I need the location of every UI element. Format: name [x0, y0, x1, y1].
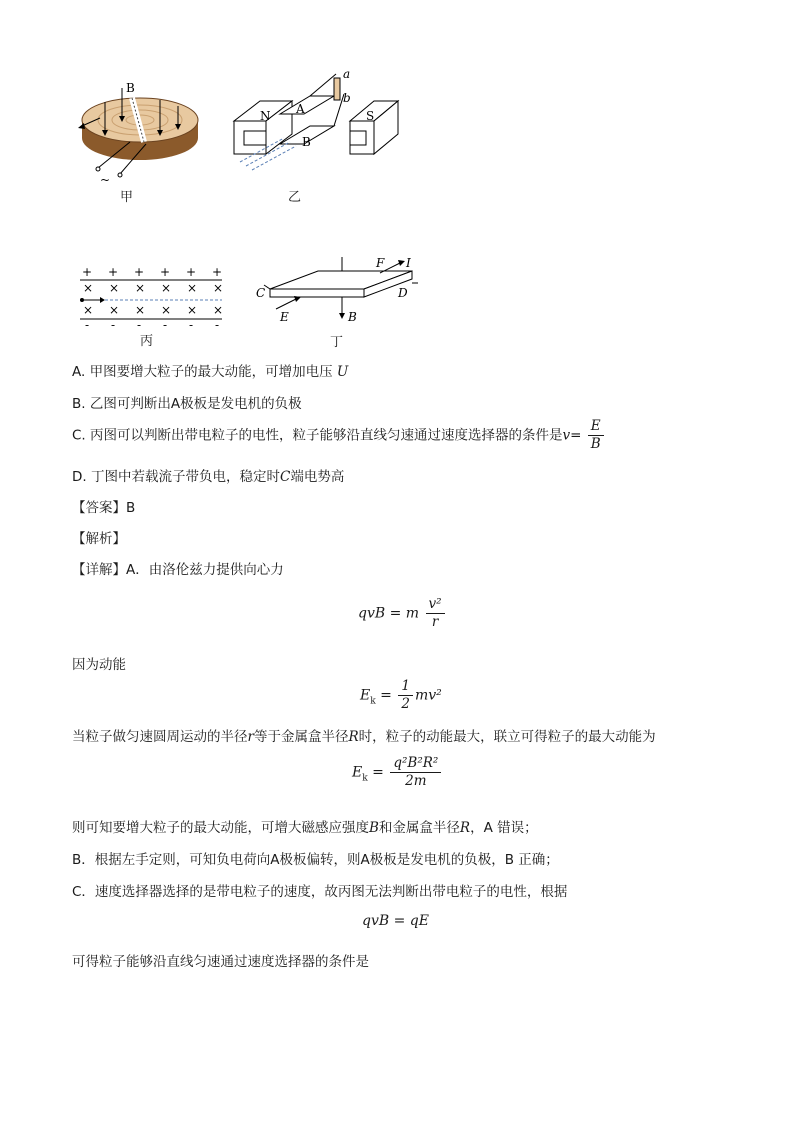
label-F: F — [376, 256, 385, 270]
fraction-denominator: B — [590, 436, 601, 452]
eq3-lhs: E — [352, 764, 363, 781]
figure-caption: 甲 — [120, 190, 134, 205]
label-B: B — [126, 81, 135, 95]
cross-mark: × — [213, 303, 224, 317]
eq2-eq: = — [375, 687, 397, 704]
label-B: B — [348, 310, 357, 324]
eq3-fraction — [390, 755, 441, 790]
option-d — [72, 465, 344, 485]
label-E: E — [280, 310, 289, 324]
option-d-var: C — [279, 469, 291, 485]
label-I: I — [406, 256, 411, 270]
radius-sentence-3: 时，粒子的动能最大，联立可得粒子的最大动能为 — [358, 729, 656, 745]
figure-bing — [76, 264, 226, 349]
cross-mark: × — [109, 303, 120, 317]
line-b: B．根据左手定则，可知负电荷向A极板偏转，则A极板是发电机的负极，B 正确； — [72, 852, 559, 868]
label-D: D — [398, 286, 408, 300]
equation-2 — [360, 678, 442, 713]
label-N: N — [260, 109, 271, 123]
cross-mark: × — [83, 281, 94, 295]
answer: 【答案】B — [72, 500, 136, 516]
figure-caption: 丙 — [140, 334, 154, 349]
option-a-text: A. 甲图要增大粒子的最大动能，可增加电压 — [72, 364, 337, 380]
label-a: a — [343, 67, 351, 81]
conclusion-3: ，A 错误； — [470, 820, 538, 836]
fraction-numerator: 1 — [398, 678, 413, 696]
minus-sign: - — [189, 318, 194, 330]
option-d-pre: D. 丁图中若载流子带负电，稳定时 — [72, 469, 280, 485]
plus-sign: + — [134, 265, 145, 279]
analysis-label: 【解析】 — [72, 531, 126, 547]
equation-3 — [352, 755, 443, 790]
minus-sign: - — [111, 318, 116, 330]
figure-yi — [230, 66, 405, 205]
cross-mark: × — [161, 281, 172, 295]
option-d-post: 端电势高 — [290, 469, 345, 485]
conclusion-a — [72, 816, 538, 836]
cross-mark: × — [109, 281, 120, 295]
option-b: B. 乙图可判断出A极板是发电机的负极 — [72, 396, 302, 412]
option-a-var: U — [336, 364, 349, 380]
var-R: R — [348, 729, 359, 745]
ac-symbol: ~ — [100, 173, 111, 187]
label-b: b — [343, 91, 351, 105]
fraction-numerator: q²B²R² — [390, 755, 441, 773]
label-plate-A: A — [296, 102, 305, 116]
fraction-denominator: 2 — [401, 696, 410, 712]
plus-sign: + — [108, 265, 119, 279]
cross-mark: × — [187, 303, 198, 317]
label-plate-B: B — [302, 135, 311, 149]
plus-sign: + — [160, 265, 171, 279]
line-c: C．速度选择器选择的是带电粒子的速度，故丙图无法判断出带电粒子的电性，根据 — [72, 884, 568, 900]
figure-ding — [250, 255, 420, 350]
radius-sentence-1: 当粒子做匀速圆周运动的半径 — [72, 729, 248, 745]
option-c-eq: = — [570, 427, 582, 444]
conclusion-1: 则可知要增大粒子的最大动能，可增大磁感应强度 — [72, 820, 369, 836]
eq2-rhs: mv² — [414, 687, 442, 704]
fraction-denominator: 2m — [405, 773, 427, 789]
fraction-denominator: r — [431, 614, 439, 630]
minus-sign: - — [85, 318, 90, 330]
cross-mark: × — [187, 281, 198, 295]
minus-sign: - — [137, 318, 142, 330]
var-B: B — [369, 820, 379, 836]
cross-mark: × — [161, 303, 172, 317]
last-line: 可得粒子能够沿直线匀速通过速度选择器的条件是 — [72, 954, 369, 970]
label-S: S — [366, 109, 375, 123]
radius-sentence-2: 等于金属盒半径 — [253, 729, 349, 745]
eq3-sub: k — [362, 773, 368, 784]
option-a — [72, 360, 348, 380]
cross-mark: × — [135, 281, 146, 295]
eq2-lhs: E — [360, 687, 371, 704]
cross-mark: × — [213, 281, 224, 295]
fraction-numerator: v² — [426, 596, 445, 614]
option-c-fraction — [588, 418, 604, 453]
plus-sign: + — [186, 265, 197, 279]
eq1-fraction — [426, 596, 445, 631]
var-R: R — [459, 820, 471, 836]
minus-sign: - — [215, 318, 220, 330]
var-r: r — [247, 729, 254, 745]
eq1-lhs: qvB = m — [358, 605, 420, 622]
cross-mark: × — [135, 303, 146, 317]
kinetic-label: 因为动能 — [72, 657, 126, 673]
figure-jia — [70, 80, 210, 205]
cross-mark: × — [83, 303, 94, 317]
plus-sign: + — [212, 265, 223, 279]
eq3-eq: = — [367, 764, 389, 781]
eq2-fraction — [398, 678, 413, 713]
equation-4: qvB = qE — [362, 913, 429, 929]
radius-sentence — [72, 725, 656, 745]
option-c — [72, 418, 606, 453]
fraction-numerator: E — [588, 418, 604, 436]
label-C: C — [256, 286, 266, 300]
plus-sign: + — [82, 265, 93, 279]
eq2-sub: k — [370, 696, 376, 707]
equation-1 — [358, 596, 447, 631]
figure-caption: 丁 — [330, 335, 344, 350]
minus-sign: - — [163, 318, 168, 330]
option-c-text: C. 丙图可以判断出带电粒子的电性，粒子能够沿直线匀速通过速度选择器的条件是 — [72, 427, 563, 444]
option-c-var: v — [562, 427, 571, 444]
figure-caption: 乙 — [288, 190, 302, 205]
detail-intro: 【详解】A．由洛伦兹力提供向心力 — [72, 562, 284, 578]
conclusion-2: 和金属盒半径 — [378, 820, 460, 836]
